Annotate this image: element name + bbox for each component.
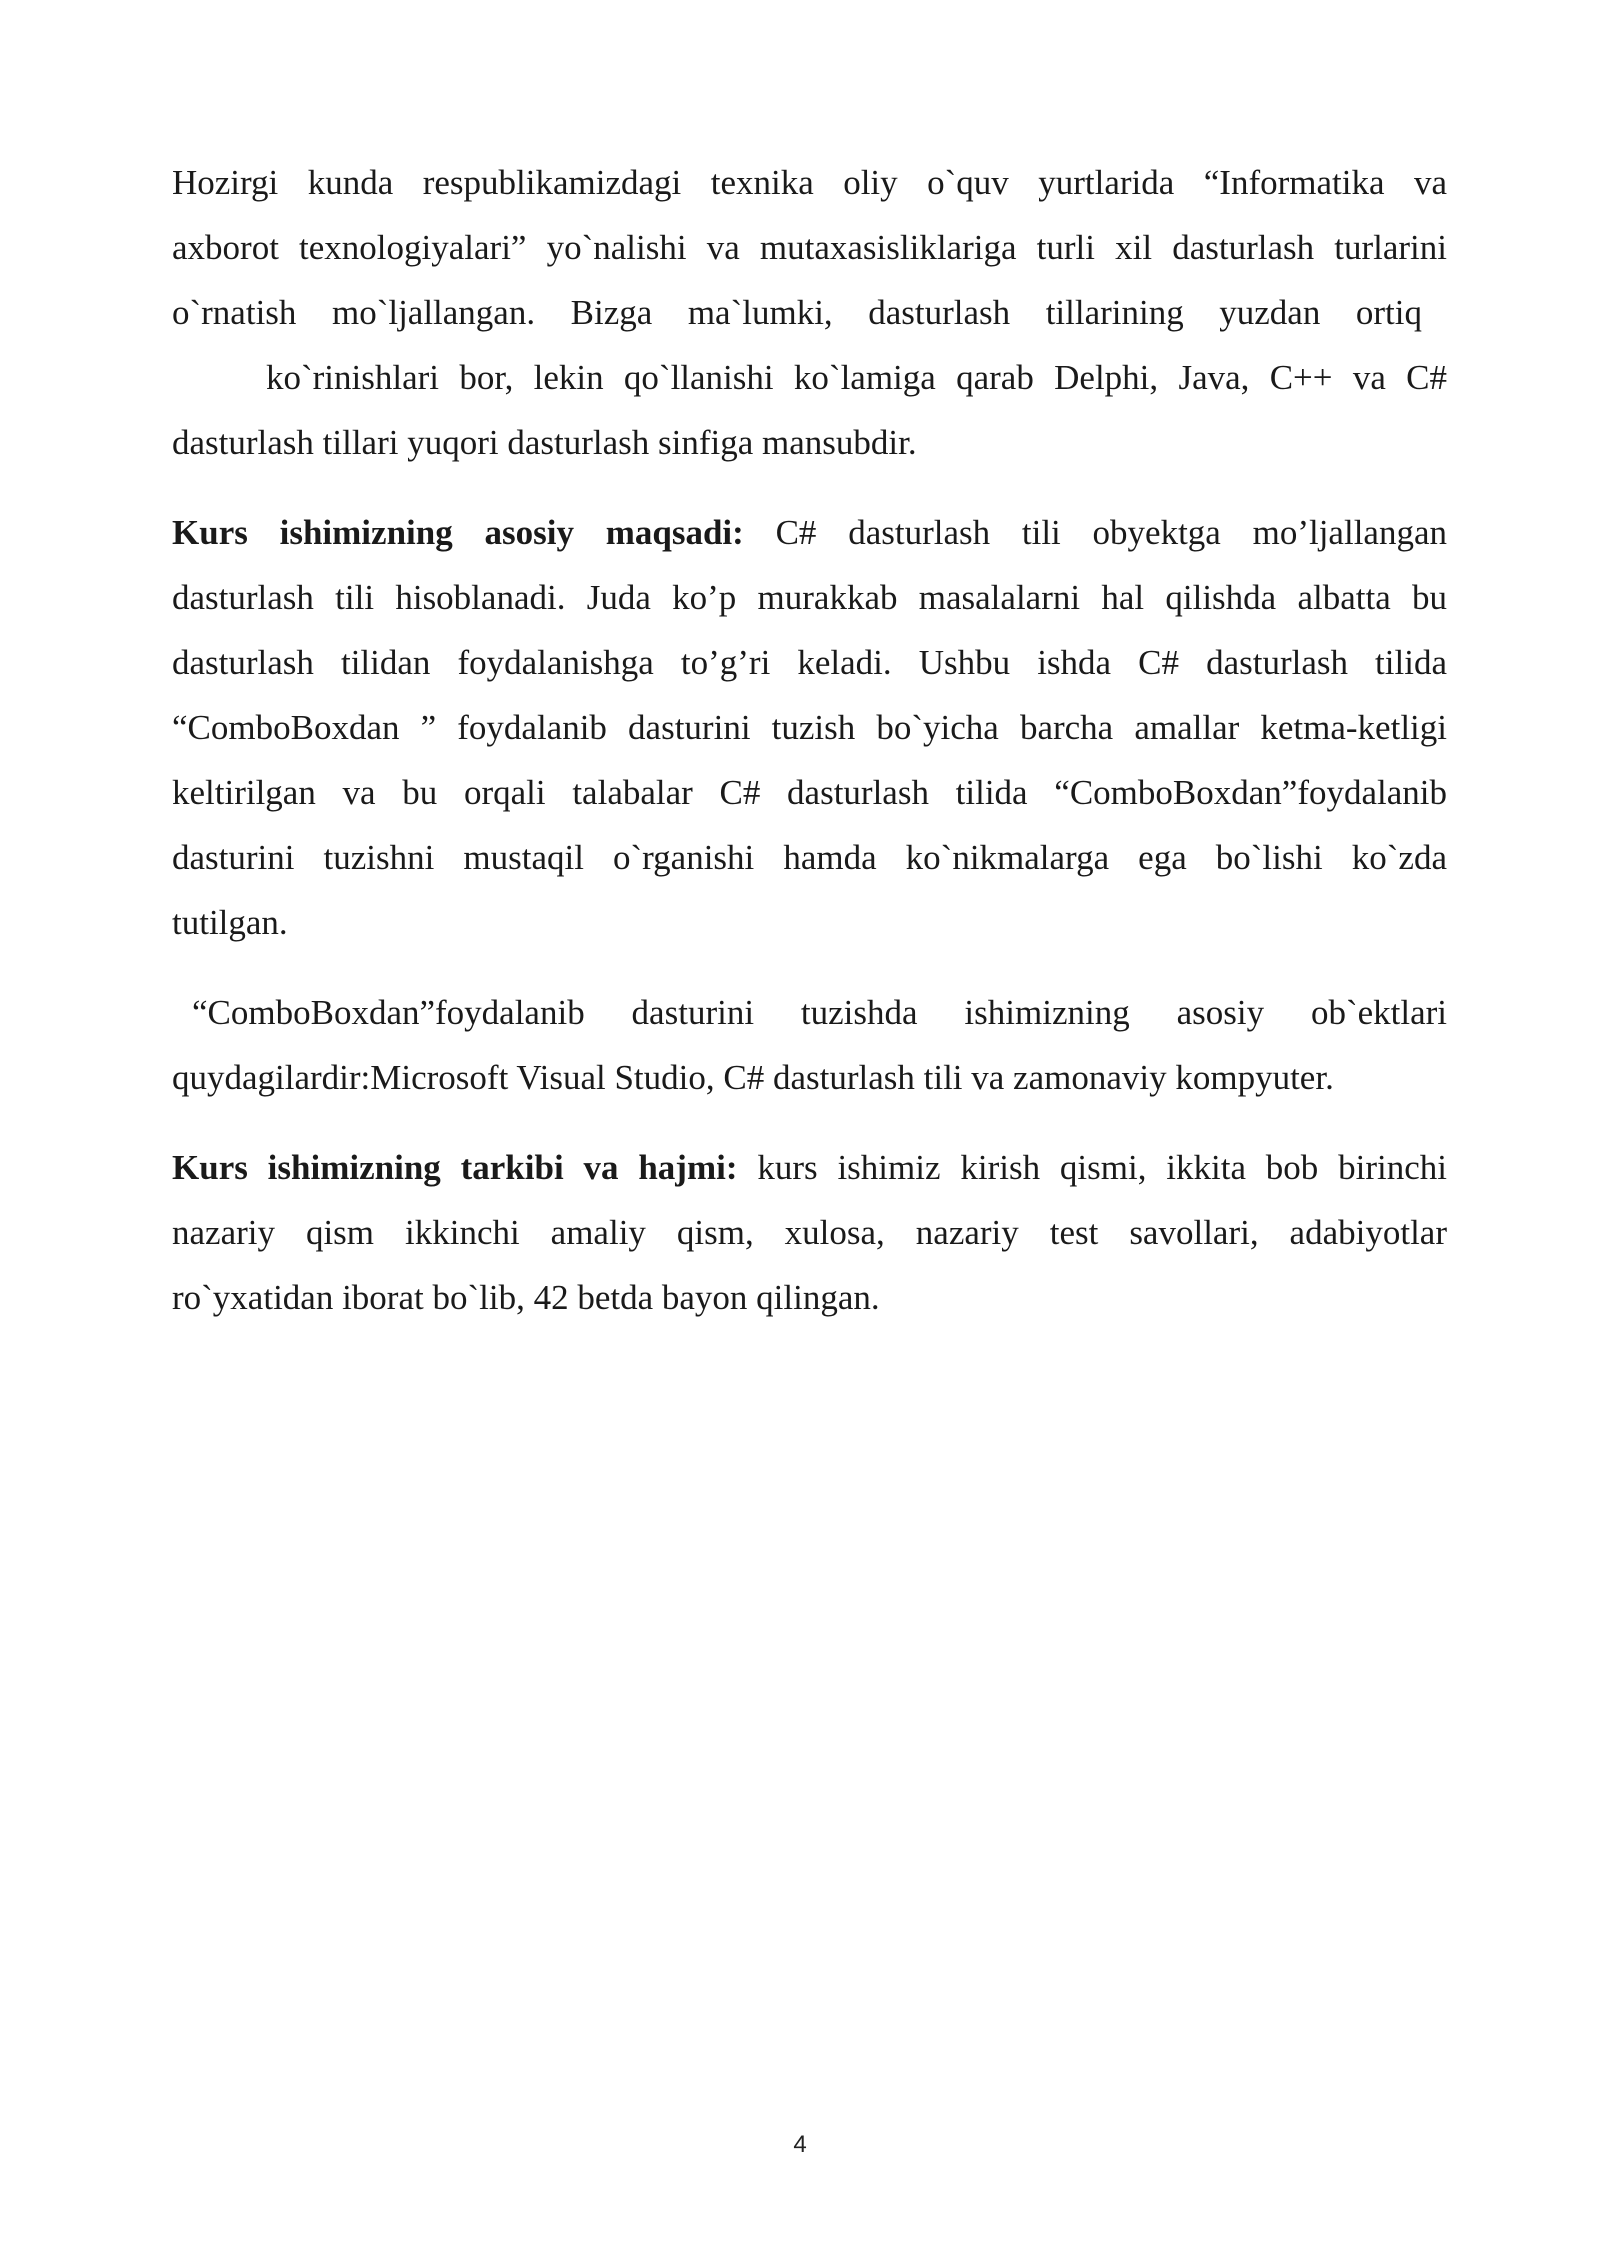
paragraph-structure <box>172 1135 1447 1330</box>
section-heading-goal: Kurs ishimizning asosiy maqsadi: <box>172 513 744 552</box>
text-line <box>172 500 1447 565</box>
text-line: “ComboBoxdan ” foydalanib dasturini tuzish bo`yicha barcha amallar ketma-ketligi <box>172 708 1447 747</box>
text-segment: C# dasturlash tili obyektga mo’ljallangan <box>743 513 1447 552</box>
text-line <box>172 1135 1447 1200</box>
text-line: Hozirgi kunda respublikamizdagi texnika oliy o`quv yurtlarida “Informatika va <box>172 163 1447 202</box>
text-line: dasturlash tilidan foydalanishga to’g’ri keladi. Ushbu ishda C# dasturlash tilida <box>172 643 1447 682</box>
section-heading-structure: Kurs ishimizning tarkibi va hajmi: <box>172 1148 738 1187</box>
text-line: ko`rinishlari bor, lekin qo`llanishi ko`lamiga qarab Delphi, Java, C++ va C# <box>266 358 1447 397</box>
text-line: tutilgan. <box>172 903 288 942</box>
text-line: dasturlash tili hisoblanadi. Juda ko’p murakkab masalalarni hal qilishda albatta bu <box>172 578 1447 617</box>
text-line: “ComboBoxdan”foydalanib dasturini tuzishda ishimizning asosiy ob`ektlari <box>192 993 1447 1032</box>
text-line: axborot texnologiyalari” yo`nalishi va mutaxasisliklariga turli xil dasturlash turlarini <box>172 228 1447 267</box>
page-number: 4 <box>793 2131 807 2158</box>
text-line: dasturini tuzishni mustaqil o`rganishi hamda ko`nikmalarga ega bo`lishi ko`zda <box>172 838 1447 877</box>
text-line: quydagilardir:Microsoft Visual Studio, C# dasturlash tili va zamonaviy kompyuter. <box>172 1058 1334 1097</box>
text-line: o`rnatish mo`ljallangan. Bizga ma`lumki, dasturlash tillarining yuzdan ortiq <box>172 293 1422 332</box>
paragraph-intro <box>172 150 1447 475</box>
paragraph-objects <box>172 980 1447 1110</box>
text-segment: kurs ishimiz kirish qismi, ikkita bob birinchi <box>737 1148 1448 1187</box>
text-line: dasturlash tillari yuqori dasturlash sinfiga mansubdir. <box>172 423 917 462</box>
document-body <box>172 150 1447 1330</box>
paragraph-goal <box>172 500 1447 955</box>
text-line: ro`yxatidan iborat bo`lib, 42 betda bayon qilingan. <box>172 1278 880 1317</box>
text-line: nazariy qism ikkinchi amaliy qism, xulosa, nazariy test savollari, adabiyotlar <box>172 1213 1447 1252</box>
text-line: keltirilgan va bu orqali talabalar C# dasturlash tilida “ComboBoxdan”foydalanib <box>172 773 1447 812</box>
